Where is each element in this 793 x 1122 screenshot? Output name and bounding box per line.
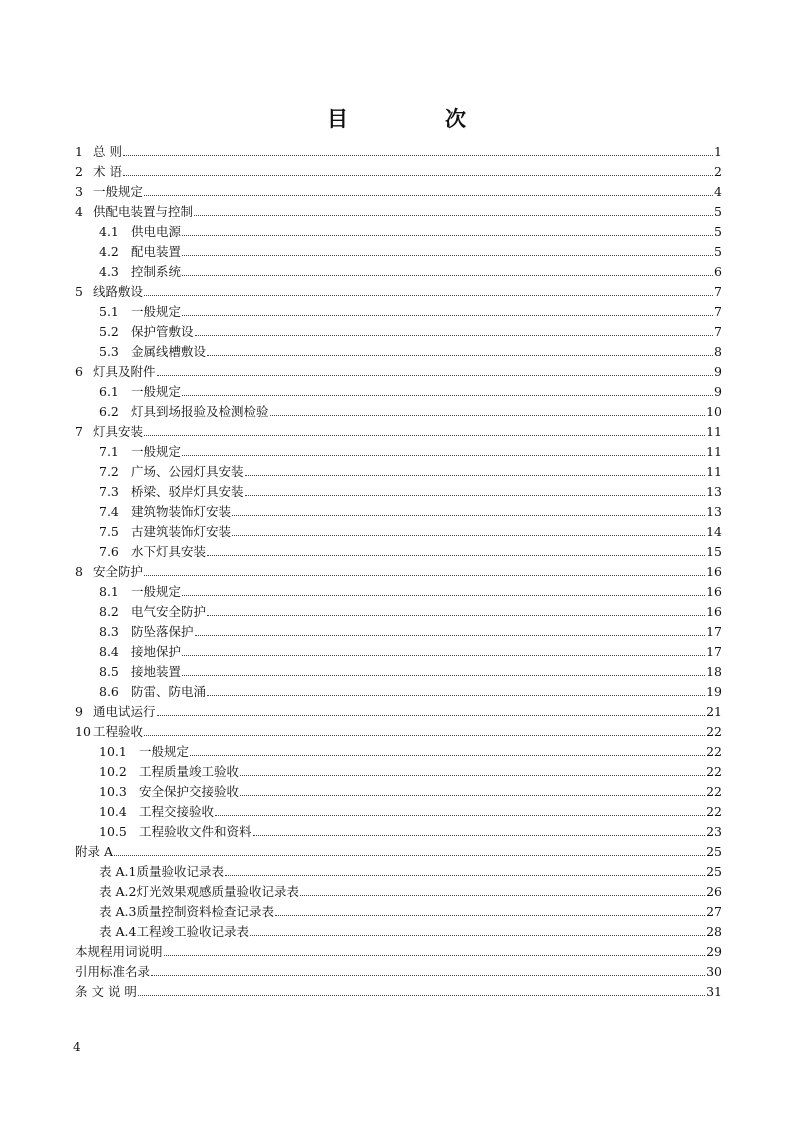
toc-entry-page: 22 [706, 784, 722, 799]
toc-entry-number: 7.4 [99, 504, 119, 519]
dot-leader [138, 994, 705, 996]
dot-leader [245, 494, 706, 496]
toc-entry-label: 防坠落保护 [131, 624, 194, 639]
toc-entry-number: 7.2 [99, 464, 119, 479]
toc-entry[interactable] [75, 820, 722, 840]
toc-entry-page: 16 [706, 604, 722, 619]
toc-entry-page: 1 [714, 144, 722, 159]
toc-entry[interactable] [75, 860, 722, 880]
toc-entry-number: 8.3 [99, 624, 119, 639]
toc-entry-label: 供电电源 [131, 224, 182, 239]
toc-entry-page: 16 [706, 564, 722, 579]
toc-entry-page: 26 [706, 884, 722, 899]
toc-entry-number: 8.1 [99, 584, 119, 599]
toc-entry-number: 表 A.4 [99, 924, 137, 939]
toc-entry-label: 一般规定 [139, 744, 190, 759]
toc-entry[interactable] [75, 300, 722, 320]
toc-entry-page: 9 [714, 384, 722, 399]
toc-entry-number: 10.5 [99, 824, 127, 839]
toc-entry-label: 灯具到场报验及检测检验 [131, 404, 269, 419]
toc-entry[interactable] [75, 320, 722, 340]
toc-entry-number: 5.1 [99, 304, 119, 319]
dot-leader [270, 414, 706, 416]
toc-entry-label: 灯具及附件 [93, 364, 156, 379]
toc-entry-label: 保护管敷设 [131, 324, 194, 339]
toc-entry-page: 15 [706, 544, 722, 559]
toc-entry[interactable] [75, 180, 722, 200]
toc-entry-number: 4 [75, 204, 83, 219]
toc-entry-page: 28 [706, 924, 722, 939]
dot-leader [195, 334, 713, 336]
toc-entry-page: 25 [706, 864, 722, 879]
toc-entry-label: 控制系统 [131, 264, 182, 279]
toc-entry-number: 6 [75, 364, 83, 379]
toc-entry[interactable] [75, 600, 722, 620]
toc-entry-page: 2 [714, 164, 722, 179]
toc-entry-number: 10.2 [99, 764, 127, 779]
dot-leader [182, 454, 705, 456]
toc-entry-label: 古建筑装饰灯安装 [131, 524, 232, 539]
toc-entry[interactable] [75, 160, 722, 180]
toc-entry-number: 表 A.1 [99, 864, 137, 879]
toc-entry-number: 表 A.3 [99, 904, 137, 919]
toc-entry-number: 10 [75, 724, 91, 739]
toc-entry-label: 引用标准名录 [75, 964, 151, 979]
dot-leader [182, 654, 705, 656]
toc-entry[interactable] [75, 140, 722, 160]
toc-entry[interactable] [75, 540, 722, 560]
toc-entry[interactable] [75, 780, 722, 800]
toc-entry-label: 广场、公园灯具安装 [131, 464, 244, 479]
toc-entry-label: 配电装置 [131, 244, 182, 259]
toc-entry[interactable] [75, 880, 722, 900]
toc-entry-page: 5 [714, 224, 722, 239]
dot-leader [144, 574, 705, 576]
toc-entry[interactable] [75, 900, 722, 920]
toc-entry[interactable] [75, 560, 722, 580]
toc-entry[interactable] [75, 360, 722, 380]
dot-leader [114, 854, 705, 856]
toc-entry[interactable] [75, 440, 722, 460]
dot-leader [182, 594, 705, 596]
toc-entry-number: 8.5 [99, 664, 119, 679]
toc-entry-page: 7 [714, 284, 722, 299]
dot-leader [275, 914, 705, 916]
toc-entry-label: 桥梁、驳岸灯具安装 [131, 484, 244, 499]
toc-entry-number: 表 A.2 [99, 884, 137, 899]
toc-entry-page: 22 [706, 744, 722, 759]
toc-entry-page: 27 [706, 904, 722, 919]
toc-entry[interactable] [75, 640, 722, 660]
toc-entry-page: 31 [706, 984, 722, 999]
toc-entry-page: 7 [714, 324, 722, 339]
dot-leader [207, 614, 705, 616]
toc-entry-label: 水下灯具安装 [131, 544, 207, 559]
toc-entry-page: 30 [706, 964, 722, 979]
toc-entry-number: 5.2 [99, 324, 119, 339]
dot-leader [182, 254, 713, 256]
dot-leader [164, 954, 706, 956]
dot-leader [250, 934, 705, 936]
dot-leader [225, 874, 705, 876]
toc-entry-label: 灯光效果观感质量验收记录表 [136, 884, 299, 899]
toc-entry-label: 通电试运行 [93, 704, 156, 719]
toc-entry-label: 一般规定 [131, 584, 182, 599]
dot-leader [253, 834, 706, 836]
toc-entry[interactable] [75, 700, 722, 720]
toc-entry-page: 19 [706, 684, 722, 699]
toc-entry-label: 接地装置 [131, 664, 182, 679]
toc-entry-label: 术 语 [93, 164, 122, 179]
toc-entry-page: 11 [706, 444, 722, 459]
toc-entry-number: 9 [75, 704, 83, 719]
dot-leader [232, 534, 705, 536]
toc-entry-page: 17 [706, 644, 722, 659]
toc-entry[interactable] [75, 480, 722, 500]
toc-entry-page: 25 [706, 844, 722, 859]
toc-entry-label: 一般规定 [131, 384, 182, 399]
toc-entry-number: 8.6 [99, 684, 119, 699]
dot-leader [245, 474, 706, 476]
toc-entry[interactable] [75, 520, 722, 540]
toc-entry-label: 质量控制资料检查记录表 [136, 904, 274, 919]
toc-entry-label: 电气安全防护 [131, 604, 207, 619]
toc-entry-page: 22 [706, 804, 722, 819]
toc-entry-number: 7.1 [99, 444, 119, 459]
toc-entry-page: 6 [714, 264, 722, 279]
dot-leader [144, 434, 705, 436]
toc-entry[interactable] [75, 260, 722, 280]
toc-entry-page: 21 [706, 704, 722, 719]
toc-entry-label: 灯具安装 [93, 424, 144, 439]
toc-entry[interactable] [75, 960, 722, 980]
toc-entry[interactable] [75, 920, 722, 940]
toc-entry-label: 工程质量竣工验收 [139, 764, 240, 779]
toc-entry-number: 4.1 [99, 224, 119, 239]
dot-leader [144, 194, 713, 196]
toc-entry[interactable] [75, 420, 722, 440]
toc-entry-page: 29 [706, 944, 722, 959]
toc-entry-number: 10.4 [99, 804, 127, 819]
toc-entry[interactable] [75, 500, 722, 520]
toc-entry-label: 一般规定 [131, 304, 182, 319]
toc-entry-label: 防雷、防电涌 [131, 684, 207, 699]
toc-entry[interactable] [75, 720, 722, 740]
toc-entry-number: 7 [75, 424, 83, 439]
toc-entry-number: 3 [75, 184, 83, 199]
toc-entry-label: 安全保护交接验收 [139, 784, 240, 799]
toc-entry-number: 10.3 [99, 784, 127, 799]
toc-entry-label: 安全防护 [93, 564, 144, 579]
toc-entry-page: 16 [706, 584, 722, 599]
toc-entry-label: 附录 A [75, 844, 114, 859]
toc-entry-number: 10.1 [99, 744, 127, 759]
toc-entry-label: 一般规定 [93, 184, 144, 199]
toc-entry[interactable] [75, 680, 722, 700]
toc-entry-page: 8 [714, 344, 722, 359]
dot-leader [182, 234, 713, 236]
toc-entry-page: 18 [706, 664, 722, 679]
dot-leader [240, 774, 705, 776]
toc-entry-page: 9 [714, 364, 722, 379]
toc-entry-number: 4.2 [99, 244, 119, 259]
toc-entry-page: 22 [706, 724, 722, 739]
toc-entry[interactable] [75, 200, 722, 220]
toc-entry-label: 条 文 说 明 [75, 984, 137, 999]
toc-entry-number: 8.2 [99, 604, 119, 619]
toc-entry-label: 接地保护 [131, 644, 182, 659]
dot-leader [240, 794, 705, 796]
dot-leader [157, 374, 713, 376]
toc-entry[interactable] [75, 460, 722, 480]
toc-entry-page: 22 [706, 764, 722, 779]
dot-leader [123, 154, 713, 156]
dot-leader [151, 974, 705, 976]
dot-leader [190, 754, 705, 756]
toc-entry[interactable] [75, 740, 722, 760]
toc-entry-number: 6.2 [99, 404, 119, 419]
toc-entry-label: 金属线槽敷设 [131, 344, 207, 359]
dot-leader [144, 734, 705, 736]
toc-entry-page: 14 [706, 524, 722, 539]
toc-entry[interactable] [75, 760, 722, 780]
toc-entry[interactable] [75, 580, 722, 600]
toc-entry-number: 4.3 [99, 264, 119, 279]
dot-leader [232, 514, 705, 516]
dot-leader [300, 894, 705, 896]
dot-leader [194, 214, 713, 216]
toc-entry[interactable] [75, 980, 722, 1000]
toc-entry-page: 11 [706, 464, 722, 479]
page-number: 4 [73, 1040, 81, 1054]
dot-leader [182, 274, 713, 276]
toc-entry-page: 5 [714, 204, 722, 219]
dot-leader [195, 634, 706, 636]
toc-entry-page: 17 [706, 624, 722, 639]
toc-entry-label: 工程竣工验收记录表 [136, 924, 249, 939]
toc-entry-number: 1 [75, 144, 83, 159]
toc-entry-page: 4 [714, 184, 722, 199]
toc-entry-page: 7 [714, 304, 722, 319]
toc-entry-number: 5.3 [99, 344, 119, 359]
toc-entry[interactable] [75, 800, 722, 820]
toc-entry-page: 13 [706, 484, 722, 499]
toc-entry-number: 5 [75, 284, 83, 299]
dot-leader [215, 814, 705, 816]
toc-entry-page: 23 [706, 824, 722, 839]
toc-entry[interactable] [75, 620, 722, 640]
dot-leader [182, 314, 713, 316]
toc-entry-label: 供配电装置与控制 [93, 204, 194, 219]
toc-entry-label: 一般规定 [131, 444, 182, 459]
toc-entry-number: 8 [75, 564, 83, 579]
toc-entry[interactable] [75, 840, 722, 860]
toc-entry-label: 质量验收记录表 [136, 864, 224, 879]
toc-entry[interactable] [75, 660, 722, 680]
toc-entry[interactable] [75, 240, 722, 260]
toc-entry-number: 7.5 [99, 524, 119, 539]
toc-entry-number: 6.1 [99, 384, 119, 399]
toc-entry-label: 工程交接验收 [139, 804, 215, 819]
toc-entry[interactable] [75, 340, 722, 360]
toc-entry-number: 2 [75, 164, 83, 179]
toc-entry-page: 5 [714, 244, 722, 259]
toc-entry[interactable] [75, 400, 722, 420]
page-title: 目 次 [327, 107, 504, 131]
dot-leader [123, 174, 713, 176]
dot-leader [207, 554, 705, 556]
toc-entry-number: 7.6 [99, 544, 119, 559]
toc-entry[interactable] [75, 940, 722, 960]
toc-entry[interactable] [75, 220, 722, 240]
dot-leader [144, 294, 713, 296]
toc-entry-page: 10 [706, 404, 722, 419]
dot-leader [157, 714, 706, 716]
dot-leader [207, 694, 705, 696]
dot-leader [182, 674, 705, 676]
toc-entry-label: 本规程用词说明 [75, 944, 163, 959]
toc-entry-label: 工程验收文件和资料 [139, 824, 252, 839]
toc-entry-number: 8.4 [99, 644, 119, 659]
dot-leader [207, 354, 713, 356]
dot-leader [182, 394, 713, 396]
toc-entry-page: 11 [706, 424, 722, 439]
toc-entry-number: 7.3 [99, 484, 119, 499]
toc-entry-label: 总 则 [93, 144, 122, 159]
toc-entry[interactable] [75, 380, 722, 400]
toc-entry-label: 建筑物装饰灯安装 [131, 504, 232, 519]
table-of-contents [75, 140, 722, 1000]
toc-entry-page: 13 [706, 504, 722, 519]
toc-entry-label: 工程验收 [93, 724, 144, 739]
toc-entry[interactable] [75, 280, 722, 300]
toc-entry-label: 线路敷设 [93, 284, 144, 299]
